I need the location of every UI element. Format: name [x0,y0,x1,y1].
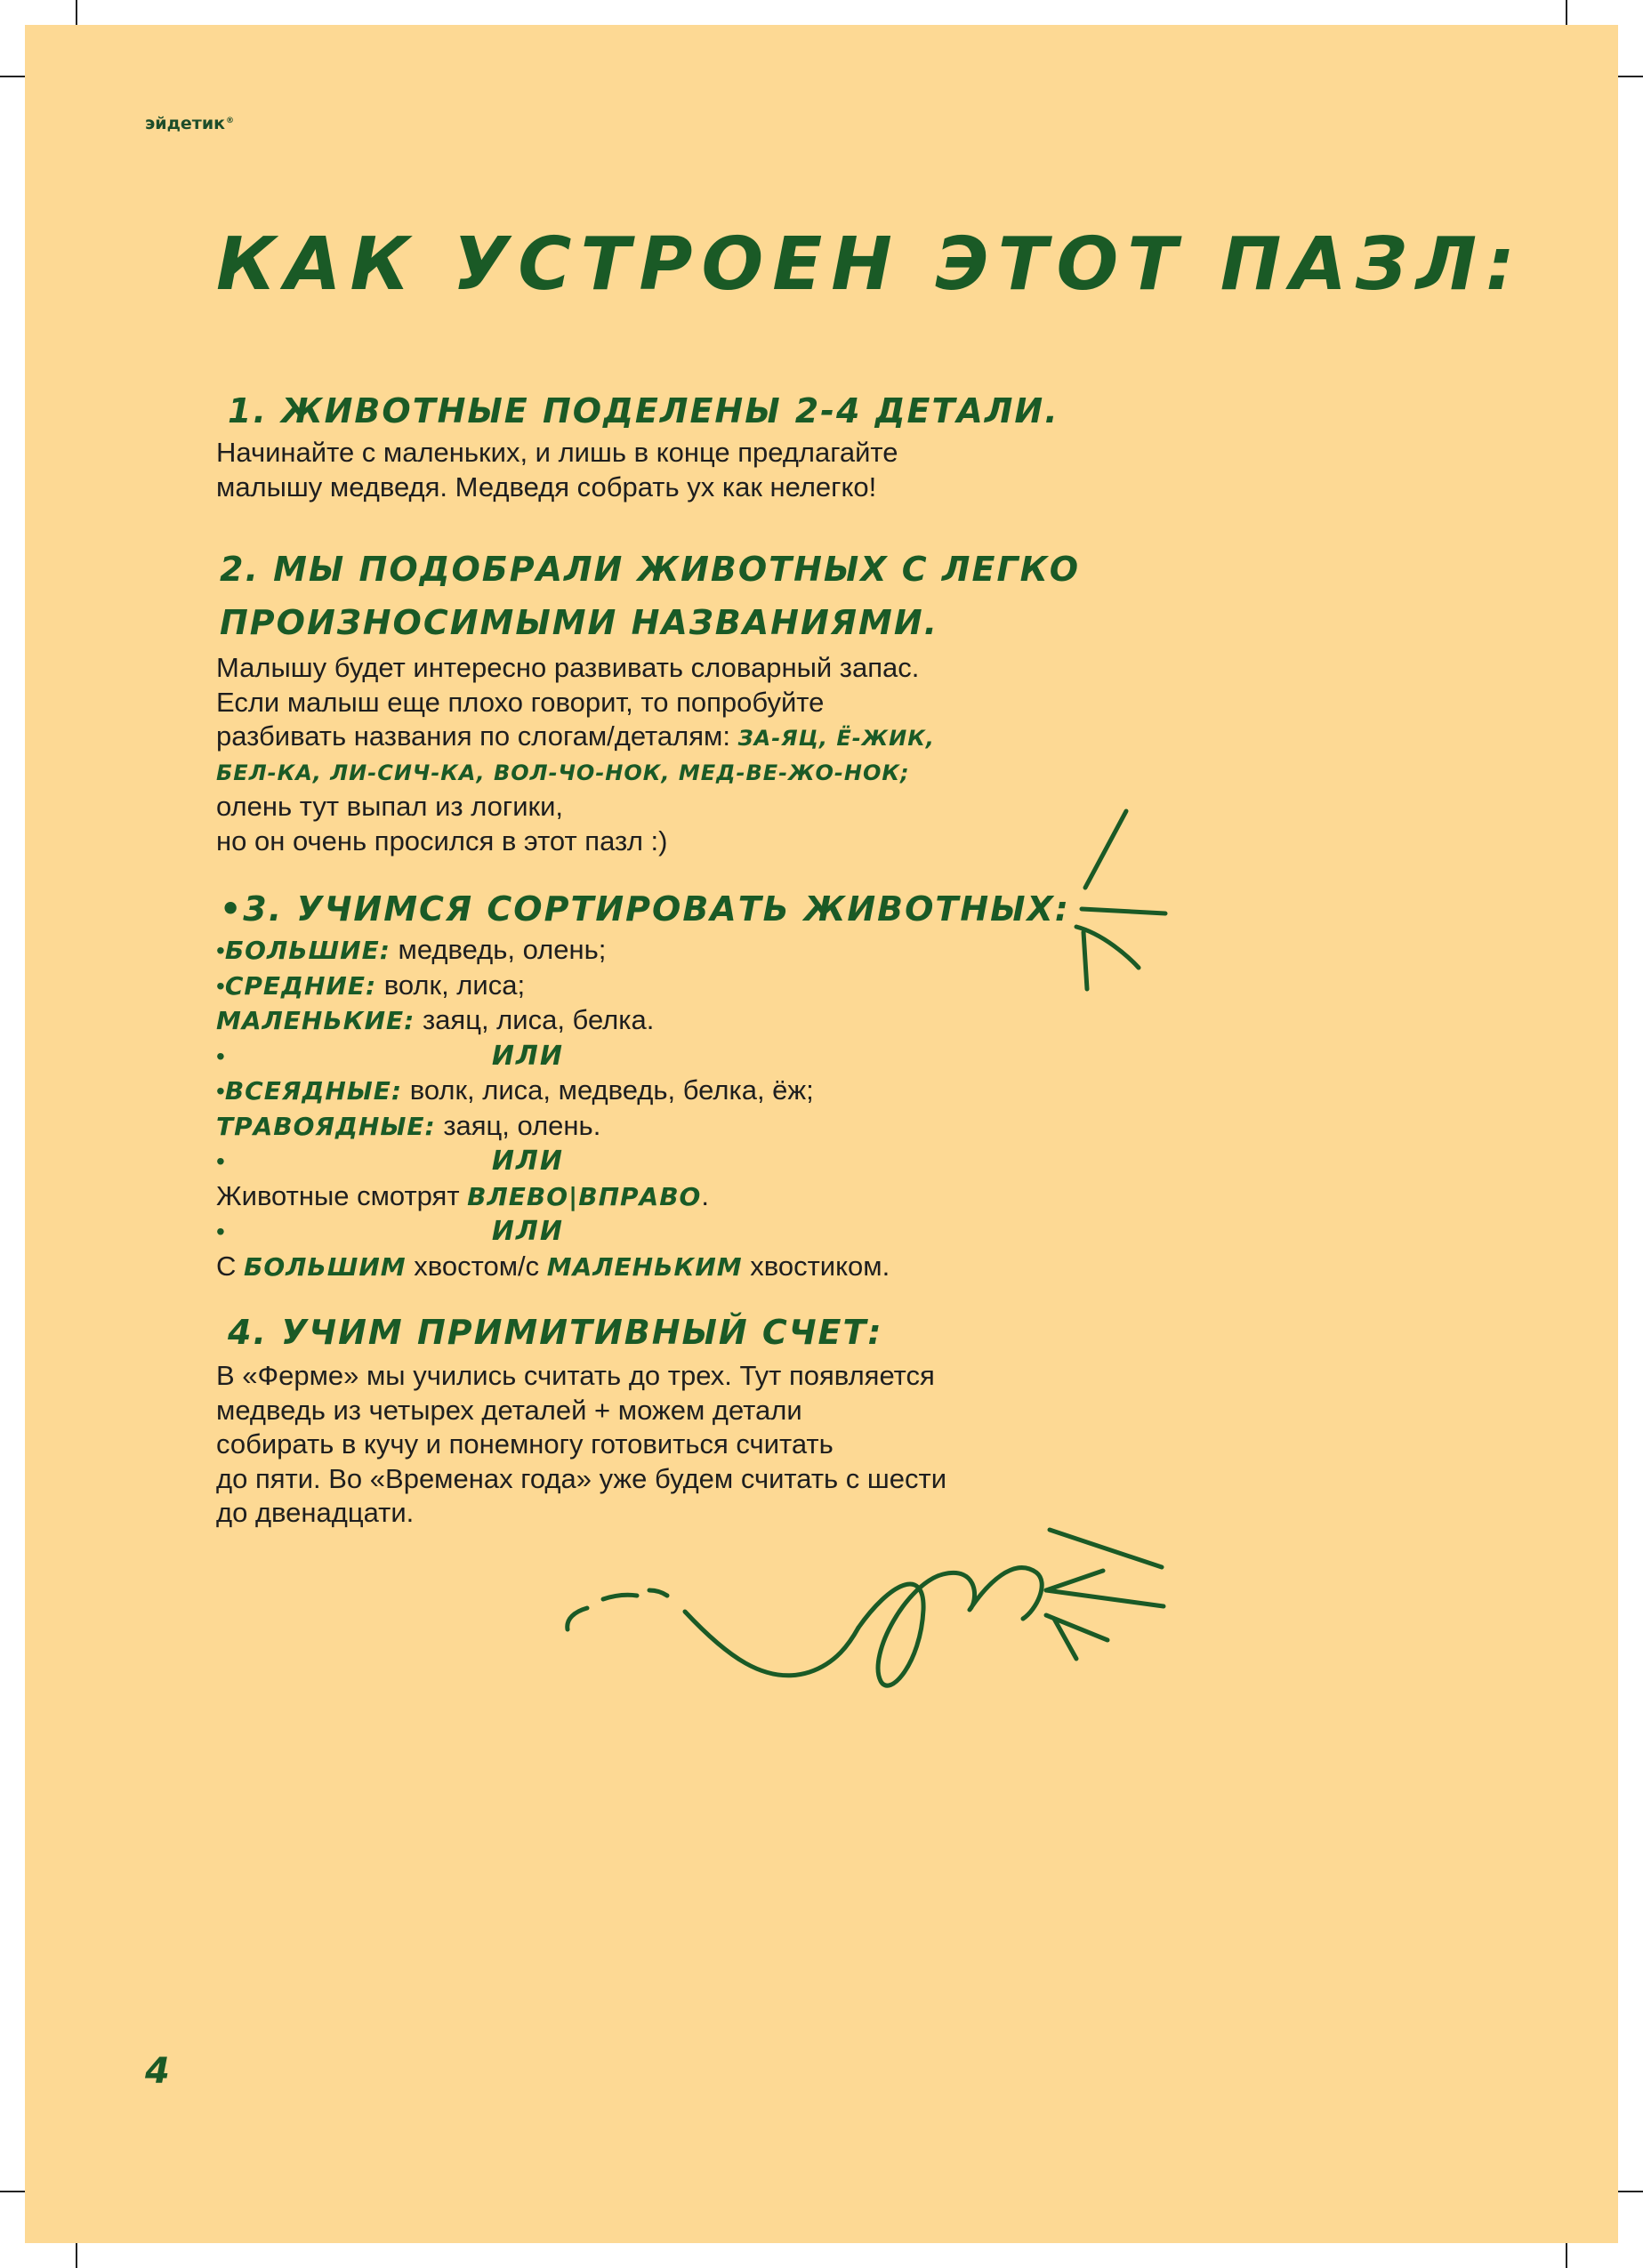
section2-heading-line1: 2. МЫ ПОДОБРАЛИ ЖИВОТНЫХ С ЛЕГКО [220,550,1081,589]
page-title: КАК УСТРОЕН ЭТОТ ПАЗЛ: [216,222,1524,307]
sort-tail: С БОЛЬШИМ хвостом/с МАЛЕНЬКИМ хвостиком. [216,1250,890,1282]
squiggle-doodle [552,1530,1174,1725]
brand-logo: эйдетик® [145,114,235,133]
syllables: БЕЛ-КА, ЛИ-СИЧ-КА, ВОЛ-ЧО-НОК, МЕД-ВЕ-ЖО-НОК; [216,760,910,785]
or-row: • ИЛИ [216,1040,564,1072]
section1-heading: 1. ЖИВОТНЫЕ ПОДЕЛЕНЫ 2-4 ДЕТАЛИ. [228,391,1059,430]
section4-line: до пяти. Во «Временах года» уже будем считать с шести [216,1462,947,1494]
section3-text [216,933,890,1284]
sort-small: МАЛЕНЬКИЕ: заяц, лиса, белка. [216,1004,655,1035]
section2-heading-line2: ПРОИЗНОСИМЫМИ НАЗВАНИЯМИ. [220,603,939,642]
section4-line: собирать в кучу и понемногу готовиться считать [216,1428,834,1460]
sort-big: •БОЛЬШИЕ: медведь, олень; [216,934,607,965]
syllables: ЗА-ЯЦ, Ё-ЖИК, [737,726,935,751]
rays-doodle [1067,800,1183,996]
section2-line: но он очень просился в этот пазл :) [216,824,668,857]
sort-look: Животные смотрят ВЛЕВО|ВПРАВО. [216,1179,709,1211]
sort-omni: •ВСЕЯДНЫЕ: волк, лиса, медведь, белка, ёж; [216,1074,814,1106]
section1-text [216,436,898,504]
section4-heading: 4. УЧИМ ПРИМИТИВНЫЙ СЧЕТ: [228,1313,883,1352]
section3-heading: •3. УЧИМСЯ СОРТИРОВАТЬ ЖИВОТНЫХ: [220,889,1070,929]
section2-text [216,651,935,858]
section4-line: медведь из четырех деталей + можем детали [216,1394,802,1426]
or-row: • ИЛИ [216,1216,564,1247]
section4-line: В «Ферме» мы учились считать до трех. Тут появляется [216,1360,935,1391]
section1-line: Начинайте с маленьких, и лишь в конце предлагайте [216,437,898,468]
page-number: 4 [145,2051,172,2092]
section4-text [216,1359,946,1531]
or-row: • ИЛИ [216,1146,564,1177]
section2-line: Малышу будет интересно развивать словарный запас. [216,652,920,683]
sort-herb: ТРАВОЯДНЫЕ: заяц, олень. [216,1109,601,1141]
section2-line: Если малыш еще плохо говорит, то попробуйте [216,686,825,718]
section2-line: разбивать названия по слогам/деталям: ЗА-ЯЦ, Ё-ЖИК, [216,720,935,752]
sort-mid: •СРЕДНИЕ: волк, лиса; [216,969,526,1001]
section2-line: олень тут выпал из логики, [216,791,564,822]
section1-line: малышу медведя. Медведя собрать ух как нелегко! [216,470,877,503]
section4-line: до двенадцати. [216,1497,415,1528]
